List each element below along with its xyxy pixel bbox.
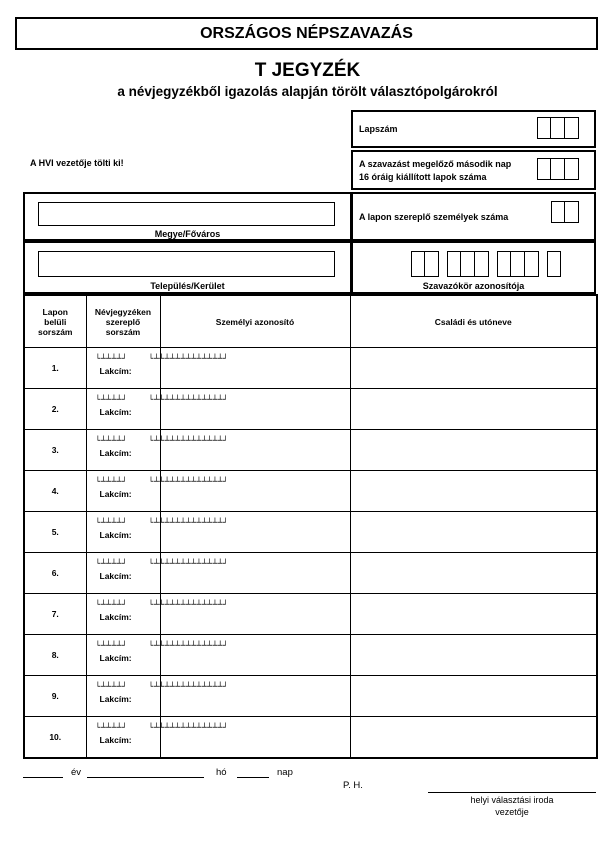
month-line[interactable] (87, 777, 204, 778)
digit-cell[interactable] (511, 251, 525, 277)
digit-cell[interactable] (565, 201, 579, 223)
table-row (24, 430, 597, 471)
digit-cell[interactable] (537, 117, 551, 139)
telepules-box (23, 241, 352, 294)
digit-cell[interactable] (475, 251, 489, 277)
digit-cell[interactable] (425, 251, 439, 277)
col-szemelyi-azonosito: Személyi azonosító (160, 295, 350, 348)
table-header-row (24, 295, 597, 348)
id-cell[interactable] (86, 430, 350, 471)
szavazokor-label: Szavazókör azonosítója (422, 281, 525, 291)
name-cell[interactable] (350, 635, 597, 676)
digit-cell[interactable] (525, 251, 539, 277)
lakcim-label: Lakcím: (99, 489, 132, 499)
signer-line-2: vezetője (495, 807, 529, 817)
digit-ticks[interactable]: └┴┴┴┴┘ └┴┴┴┴┴┴┴┴┴┴┴┴┴┘ (95, 436, 229, 445)
name-cell[interactable] (350, 676, 597, 717)
lakcim-label: Lakcím: (99, 735, 132, 745)
szavazokor-box (351, 241, 596, 294)
lapok-cells[interactable] (537, 158, 579, 180)
lakcim-label: Lakcím: (99, 366, 132, 376)
id-cell[interactable] (86, 553, 350, 594)
digit-cell[interactable] (461, 251, 475, 277)
row-number: 3. (24, 430, 86, 471)
column-divider (160, 676, 161, 716)
id-cell[interactable] (86, 348, 350, 389)
digit-cell[interactable] (551, 201, 565, 223)
lakcim-label: Lakcím: (99, 653, 132, 663)
table-row (24, 471, 597, 512)
digit-cell[interactable] (447, 251, 461, 277)
digit-ticks[interactable]: └┴┴┴┴┘ └┴┴┴┴┴┴┴┴┴┴┴┴┴┘ (95, 477, 229, 486)
digit-ticks[interactable]: └┴┴┴┴┘ └┴┴┴┴┴┴┴┴┴┴┴┴┴┘ (95, 723, 229, 732)
name-cell[interactable] (350, 512, 597, 553)
lapszam-label: Lapszám (359, 124, 398, 134)
row-number: 4. (24, 471, 86, 512)
column-divider (160, 348, 161, 388)
row-number: 8. (24, 635, 86, 676)
name-cell[interactable] (350, 430, 597, 471)
id-cell[interactable] (86, 635, 350, 676)
digit-ticks[interactable]: └┴┴┴┴┘ └┴┴┴┴┴┴┴┴┴┴┴┴┴┘ (95, 559, 229, 568)
id-cell[interactable] (86, 594, 350, 635)
table-row (24, 553, 597, 594)
digit-cell[interactable] (411, 251, 425, 277)
megye-input[interactable] (38, 202, 335, 226)
digit-ticks[interactable]: └┴┴┴┴┘ └┴┴┴┴┴┴┴┴┴┴┴┴┴┘ (95, 518, 229, 527)
id-cell[interactable] (86, 512, 350, 553)
megye-box (23, 192, 352, 241)
szavazokor-cells[interactable] (411, 251, 561, 277)
column-divider (160, 512, 161, 552)
lapok-label-2: 16 óráig kiállított lapok száma (359, 172, 487, 182)
szemelyek-cells[interactable] (551, 201, 579, 223)
id-cell[interactable] (86, 471, 350, 512)
table-row (24, 717, 597, 759)
name-cell[interactable] (350, 389, 597, 430)
digit-ticks[interactable]: └┴┴┴┴┘ └┴┴┴┴┴┴┴┴┴┴┴┴┴┘ (95, 600, 229, 609)
col-nevjegyzek-sorszam: Névjegyzéken szereplő sorszám (86, 295, 160, 348)
lakcim-label: Lakcím: (99, 448, 132, 458)
lapszam-cells[interactable] (537, 117, 579, 139)
lapok-box (351, 150, 596, 190)
table-row (24, 635, 597, 676)
col-csaladi-utonev: Családi és utóneve (350, 295, 597, 348)
lapok-label-1: A szavazást megelőző második nap (359, 159, 512, 169)
digit-cell[interactable] (497, 251, 511, 277)
digit-cell[interactable] (551, 117, 565, 139)
row-number: 5. (24, 512, 86, 553)
page-title: T JEGYZÉK (254, 60, 361, 81)
row-number: 2. (24, 389, 86, 430)
name-cell[interactable] (350, 348, 597, 389)
row-number: 6. (24, 553, 86, 594)
szemelyek-box (351, 192, 596, 241)
year-line[interactable] (23, 777, 63, 778)
id-cell[interactable] (86, 717, 350, 759)
table-row (24, 676, 597, 717)
row-number: 10. (24, 717, 86, 759)
digit-cell[interactable] (547, 251, 561, 277)
row-number: 1. (24, 348, 86, 389)
telepules-input[interactable] (38, 251, 335, 277)
telepules-label: Település/Kerület (150, 281, 225, 291)
id-cell[interactable] (86, 389, 350, 430)
year-label: év (71, 767, 82, 778)
column-divider (160, 471, 161, 511)
fill-note: A HVI vezetője tölti ki! (30, 158, 124, 168)
lakcim-label: Lakcím: (99, 612, 132, 622)
day-line[interactable] (237, 777, 269, 778)
table-row (24, 512, 597, 553)
id-cell[interactable] (86, 676, 350, 717)
column-divider (160, 717, 161, 757)
voter-table (23, 294, 598, 759)
name-cell[interactable] (350, 471, 597, 512)
column-divider (160, 389, 161, 429)
digit-cell[interactable] (565, 117, 579, 139)
szemelyek-label: A lapon szereplő személyek száma (359, 212, 509, 222)
column-divider (160, 430, 161, 470)
digit-cell[interactable] (551, 158, 565, 180)
box-title: ORSZÁGOS NÉPSZAVAZÁS (200, 24, 413, 42)
name-cell[interactable] (350, 594, 597, 635)
column-divider (160, 553, 161, 593)
name-cell[interactable] (350, 553, 597, 594)
digit-cell[interactable] (565, 158, 579, 180)
page-subtitle: a névjegyzékből igazolás alapján törölt választópolgárokról (117, 84, 498, 99)
table-row (24, 594, 597, 635)
column-divider (160, 635, 161, 675)
top-left-area (23, 110, 351, 192)
row-number: 9. (24, 676, 86, 717)
lapszam-box (351, 110, 596, 148)
digit-ticks[interactable]: └┴┴┴┴┘ └┴┴┴┴┴┴┴┴┴┴┴┴┴┘ (95, 354, 229, 363)
month-label: hó (216, 767, 227, 778)
col-lapon-sorszam: Lapon belüli sorszám (24, 295, 86, 348)
digit-ticks[interactable]: └┴┴┴┴┘ └┴┴┴┴┴┴┴┴┴┴┴┴┴┘ (95, 641, 229, 650)
digit-ticks[interactable]: └┴┴┴┴┘ └┴┴┴┴┴┴┴┴┴┴┴┴┴┘ (95, 682, 229, 691)
stamp-label: P. H. (343, 780, 363, 791)
lakcim-label: Lakcím: (99, 571, 132, 581)
lakcim-label: Lakcím: (99, 694, 132, 704)
lakcim-label: Lakcím: (99, 530, 132, 540)
digit-cell[interactable] (537, 158, 551, 180)
row-number: 7. (24, 594, 86, 635)
name-cell[interactable] (350, 717, 597, 759)
signer-line-1: helyi választási iroda (470, 795, 554, 805)
digit-ticks[interactable]: └┴┴┴┴┘ └┴┴┴┴┴┴┴┴┴┴┴┴┴┘ (95, 395, 229, 404)
lakcim-label: Lakcím: (99, 407, 132, 417)
title-box (15, 17, 598, 50)
column-divider (160, 594, 161, 634)
table-row (24, 389, 597, 430)
table-row (24, 348, 597, 389)
day-label: nap (277, 767, 293, 778)
megye-label: Megye/Főváros (154, 229, 221, 239)
signature-line[interactable] (428, 792, 596, 793)
